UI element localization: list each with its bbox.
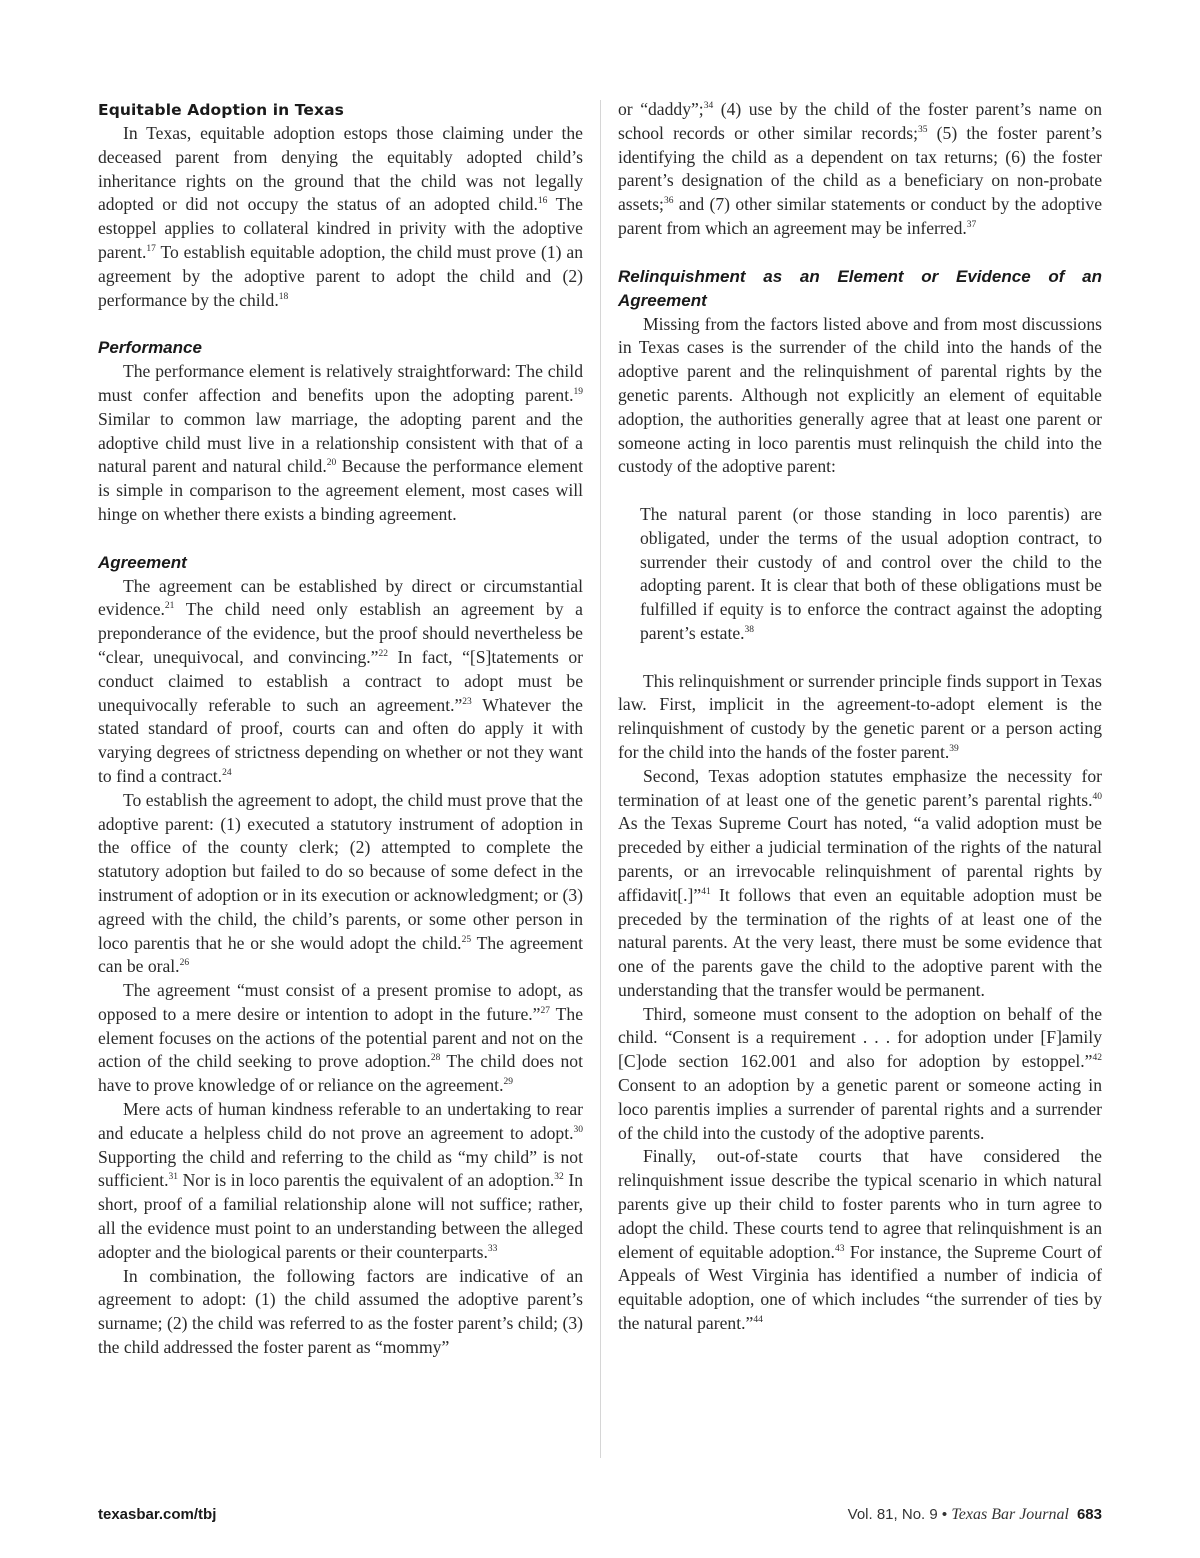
footnote-ref: 24 (222, 767, 232, 778)
footnote-ref: 34 (703, 101, 714, 111)
paragraph: The agreement can be established by direct or circumstantial evidence.$^{21}$ The child need only establish an agreement by a preponderance of the evidence, but the proof should nevertheless be “clear, unequivocal, and convincing.”$^{22}$ In fact, “[S]tatements or conduct claimed to establish a contract to adopt must be unequivocally referable to such an agreement.”$^{23}$ Whatever the stated standard of proof, courts can and often do apply it with varying degrees of strictness depending on whether or not they want to find a contract.$^{24}$ (98, 575, 583, 786)
paragraph: The agreement “must consist of a present promise to adopt, as opposed to a mere desire or intention to adopt in the future.”$^{27}$ The element focuses on the actions of the potential parent and not on the action of the child seeking to prove adoption.$^{28}$ The child does not have to prove knowledge of or reliance on the agreement.$^{29}$ (98, 980, 584, 1096)
footnote-ref: 31 (168, 1172, 179, 1183)
footnote-ref: 16 (537, 196, 548, 207)
subheading-relinquishment: Relinquishment as an Element or Evidence of an Agreement (618, 266, 1102, 310)
left-column (98, 98, 583, 1360)
paragraph: This relinquishment or surrender principle finds support in Texas law. First, implicit in the agreement-to-adopt element is the relinquishment of custody by the genetic parent or a person acting for the child into the hands of the foster parent.$^{39}$ (618, 670, 1102, 762)
footer-citation (848, 1506, 1102, 1524)
paragraph: In Texas, equitable adoption estops those claiming under the deceased parent from denying the equitably adopted child’s inheritance rights on the ground that the child was not legally adopted or did not occupy the status of an adopted child.$^{16}$ The estoppel applies to collateral kindred in privity with the adoptive parent.$^{17}$ To establish equitable adoption, the child must prove (1) an agreement by the adoptive parent to adopt the child and (2) performance by the child.$^{18}$ (98, 123, 583, 310)
footnote-ref: 40 (1092, 791, 1102, 802)
footnote-ref: 44 (753, 1315, 763, 1326)
footnote-ref: 22 (378, 648, 388, 659)
subheading-agreement: Agreement (98, 552, 187, 572)
footnote-ref: 36 (663, 196, 674, 207)
journal-title: Texas Bar Journal (951, 1506, 1069, 1523)
footnote-ref: 35 (917, 124, 928, 135)
footnote-ref: 43 (834, 1243, 845, 1254)
column-divider (600, 100, 601, 1458)
bullet-separator: • (941, 1506, 948, 1523)
footnote-ref: 26 (179, 958, 190, 969)
footer-url-link[interactable]: texasbar.com/tbj (98, 1506, 217, 1523)
footnote-ref: 23 (462, 696, 472, 707)
footnote-ref: 27 (540, 1005, 550, 1016)
footnote-ref: 33 (487, 1243, 498, 1254)
footnote-ref: 38 (744, 624, 755, 635)
footnote-ref: 25 (461, 934, 472, 945)
page-footer (98, 1506, 1102, 1528)
paragraph: or “daddy”;$^{34}$ (4) use by the child of the foster parent’s name on school records or other similar records;$^{35}$ (5) the foster parent’s identifying the child as a dependent on tax returns; (6) the foster parent’s designation of the child as a beneficiary on non-probate assets;$^{36}$ and (7) other similar statements or conduct by the adoptive parent from which an agreement may be inferred.$^{37}$ (618, 99, 1102, 238)
paragraph: Second, Texas adoption statutes emphasize the necessity for termination of at least one of the genetic parent’s parental rights.$^{40}$ As the Texas Supreme Court has noted, “a valid adoption must be preceded by either a judicial termination of the rights of the natural parents, or an irrevocable relinquishment of parental rights by affidavit[.]”$^{41}$ It follows that even an equitable adoption must be preceded by the termination of the rights of at least one of the natural parents. At the very least, there must be some evidence that one of the parents gave the child to the adoptive parent with the understanding that the transfer would be permanent. (618, 765, 1102, 1000)
paragraph: To establish the agreement to adopt, the child must prove that the adoptive parent: (1) executed a statutory instrument of adoption in the office of the county clerk; (2) attempted to complete the statutory adoption but failed to do so because of some defect in the instrument of adoption or in its execution or acknowledgment; or (3) agreed with the child, the child’s parents, or some other person in loco parentis that he or she would adopt the child.$^{25}$ The agreement can be oral.$^{26}$ (98, 789, 584, 977)
footnote-ref: 39 (949, 743, 959, 754)
footnote-ref: 21 (164, 601, 175, 612)
paragraph: In combination, the following factors are indicative of an agreement to adopt: (1) the child assumed the adoptive parent’s surname; (2) the child was referred to as the foster parent’s child; (3) the child addressed the foster parent as “mommy” (98, 1265, 583, 1358)
footnote-ref: 17 (146, 243, 156, 254)
block-quote: The natural parent (or those standing in loco parentis) are obligated, under the terms of the usual adoption contract, to surrender their custody of and control over the child to the adopting parent. It is clear that both of these obligations must be fulfilled if equity is to enforce the contract against the adopting parent’s estate.$^{38}$ (640, 503, 1102, 643)
paragraph: The performance element is relatively straightforward: The child must confer affection and benefits upon the adopting parent.$^{19}$ Similar to common law marriage, the adopting parent and the adoptive child must live in a relationship consistent with that of a natural parent and natural child.$^{20}$ Because the performance element is simple in comparison to the agreement element, most cases will hinge on whether there exists a binding agreement. (98, 361, 583, 524)
footnote-ref: 30 (573, 1124, 583, 1135)
footnote-ref: 29 (503, 1077, 513, 1088)
footnote-ref: 20 (326, 458, 337, 469)
right-column (618, 98, 1102, 1336)
paragraph: Finally, out-of-state courts that have considered the relinquishment issue describe the typical scenario in which natural parents give up their child to foster parents who in turn agree to adopt the child. These courts tend to agree that relinquishment is an element of equitable adoption.$^{43}$ For instance, the Supreme Court of Appeals of West Virginia has identified a number of indicia of equitable adoption, one of which includes “the surrender of ties by the natural parent.”$^{44}$ (618, 1146, 1102, 1334)
page-number: 683 (1076, 1506, 1102, 1523)
paragraph: Mere acts of human kindness referable to an undertaking to rear and educate a helpless child do not prove an agreement to adopt.$^{30}$ Supporting the child and referring to the child as “my child” is not sufficient.$^{31}$ Nor is in loco parentis the equivalent of an adoption.$^{32}$ In short, proof of a familial relationship alone will not suffice; rather, all the evidence must point to an understanding between the alleged adopter and the biological parents or their counterparts.$^{33}$ (98, 1099, 583, 1262)
footnote-ref: 37 (966, 219, 977, 230)
footnote-ref: 18 (278, 291, 289, 302)
footnote-ref: 41 (701, 886, 711, 897)
footnote-ref: 42 (1092, 1053, 1102, 1064)
subheading-performance: Performance (98, 338, 202, 358)
footnote-ref: 19 (573, 386, 583, 397)
section-heading: Equitable Adoption in Texas (98, 101, 345, 119)
paragraph: Third, someone must consent to the adoption on behalf of the child. “Consent is a requirement . . . for adoption under [F]amily [C]ode section 162.001 and also for adoption by estoppel.”$^{42}$ Consent to an adoption by a genetic parent or someone acting in loco parentis implies a surrender of parental rights and a surrender of the child into the custody of the adoptive parents. (618, 1003, 1102, 1143)
footnote-ref: 32 (554, 1172, 564, 1183)
footnote-ref: 28 (430, 1053, 441, 1064)
volume-info: Vol. 81, No. 9 (847, 1506, 938, 1523)
paragraph: Missing from the factors listed above and from most discussions in Texas cases is the surrender of the child into the hands of the adoptive parent and the relinquishment of parental rights by the genetic parents. Although not explicitly an element of equitable adoption, the authorities generally agree that at least one parent or someone acting in loco parentis must relinquish the child into the custody of the adoptive parent: (618, 313, 1102, 477)
